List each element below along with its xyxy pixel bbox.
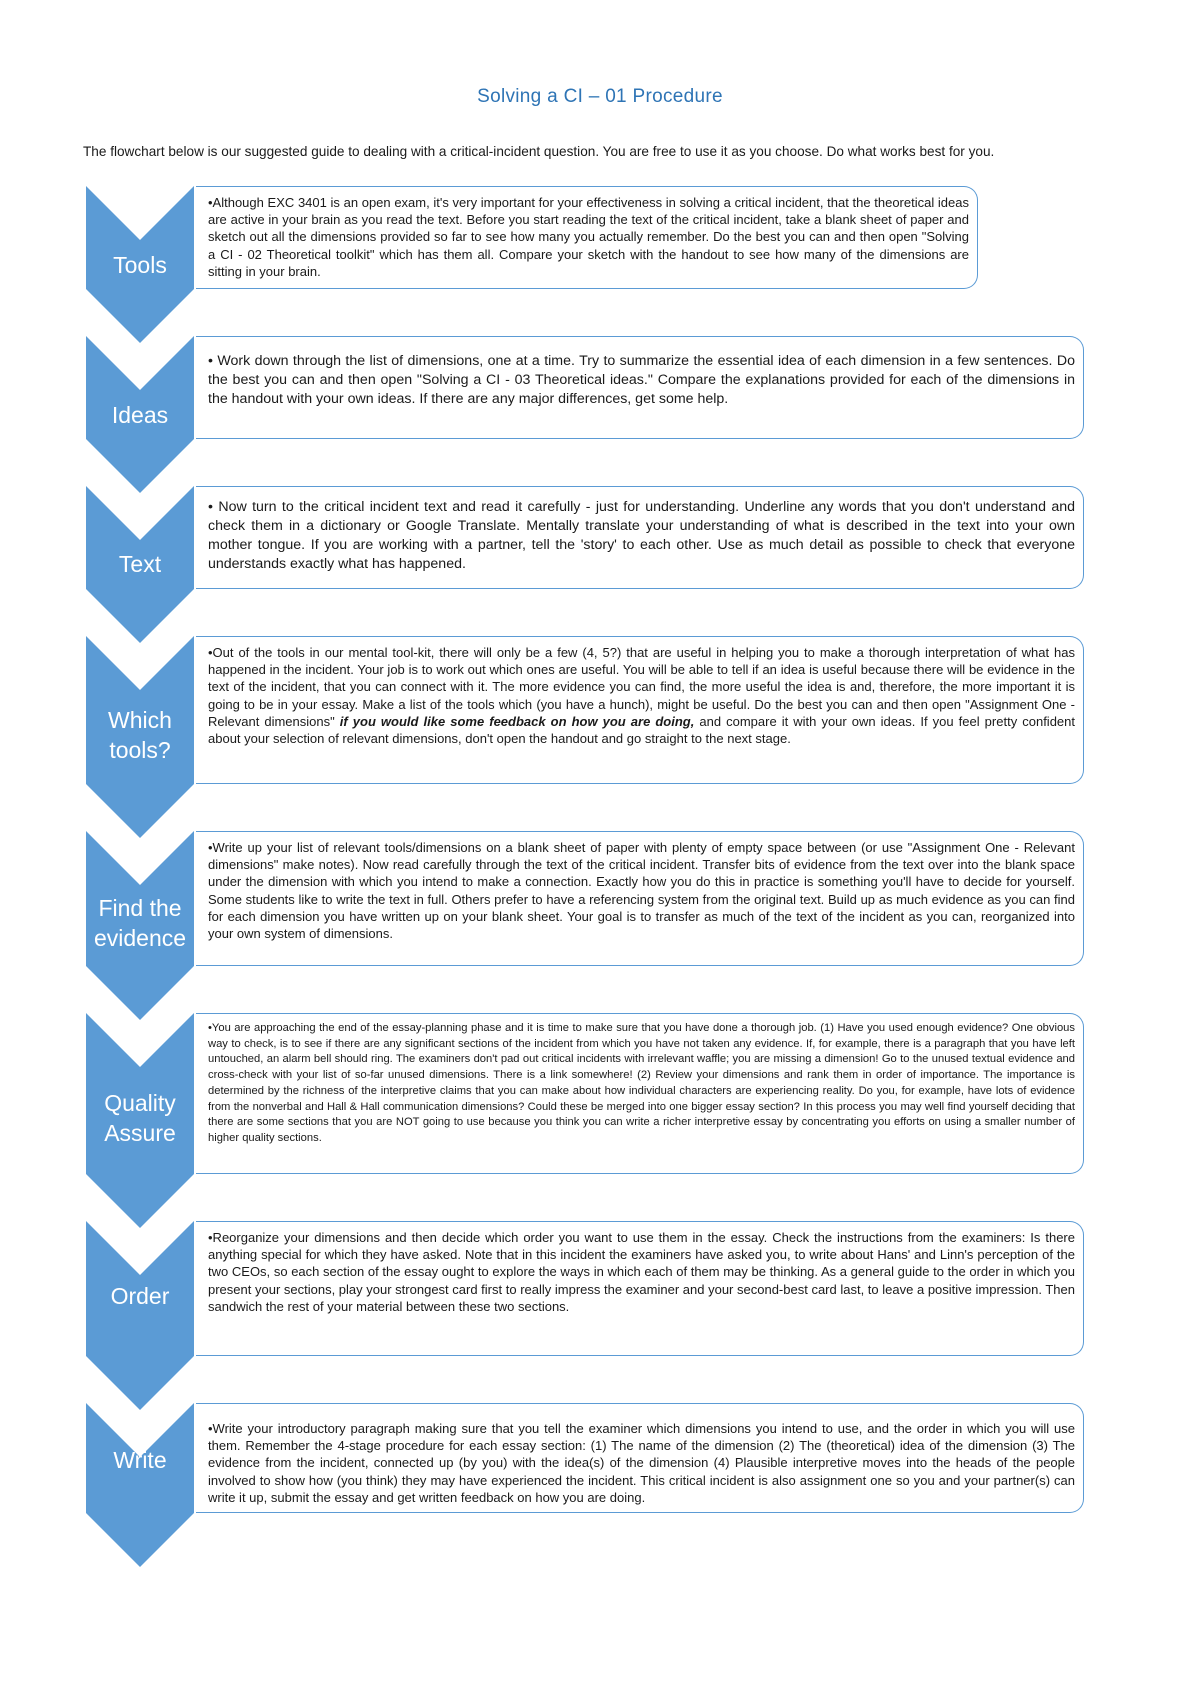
step-box-text bbox=[196, 486, 1084, 589]
step-box-tools bbox=[196, 186, 978, 289]
step-label-quality-assure: Quality Assure bbox=[104, 1090, 176, 1146]
step-box-quality-assure bbox=[196, 1013, 1084, 1174]
step-text-order: •Reorganize your dimensions and then decide which order you want to use them in the essay. Check the instructions from the examiners: Is there anything special for which they have asked. Note that in this incident the examiners have asked you, to write about Hans' and Linn's perception of the two CEOs, so each section of the essay ought to explore the ways in which each of them may be thinking. As a general guide to the order in which you present your sections, play your strongest card first to really impress the examiner and your second-best card last, to leave a positive impression. Then sandwich the rest of your material between these two sections. bbox=[208, 1230, 1075, 1314]
step-text-quality-assure: •You are approaching the end of the essay-planning phase and it is time to make sure that you have done a thorough job. (1) Have you used enough evidence? One obvious way to check, is to see if there are any significant sections of the incident from which you have not taken any evidence. If, for example, there is a paragraph that you have left untouched, an alarm bell should ring. The examiners don't pad out critical incidents with irrelevant waffle; you are missing a dimension! Go to the unused textual evidence and cross-check with your list of so-far unused dimensions. There is a link somewhere! (2) Review your dimensions and rank them in order of importance. The importance is determined by the richness of the interpretive claims that you can make about how individual characters are experiencing reality. Do you, for example, have lots of evidence from the nonverbal and Hall & Hall communication dimensions? Could these be merged into one bigger essay section? In this process you may well find yourself deciding that there are some sections that you are NOT going to use because you think you can write a richer interpretive essay by concentrating you efforts on using a smaller number of higher quality sections. bbox=[208, 1022, 1075, 1144]
step-text-write: •Write your introductory paragraph making sure that you tell the examiner which dimensions you intend to use, and the order in which you will use them. Remember the 4-stage procedure for each essay section: (1) The name of the dimension (2) The (theoretical) idea of the dimension (3) The evidence from the incident, connected up (by you) with the idea(s) of the dimension (4) Plausible interpretive moves into the heads of the people involved to show how (you think) they may have experienced the incident. This critical incident is also assignment one so you and your partner(s) can write it up, submit the essay and get written feedback on how you are doing. bbox=[208, 1421, 1075, 1505]
step-text-tools: •Although EXC 3401 is an open exam, it's very important for your effectiveness in solving a critical incident, that the theoretical ideas are active in your brain as you read the text. Before you start reading the text of the critical incident, take a blank sheet of paper and sketch out all the dimensions provided so far to see how many you actually remember. Do the best you can and then open "Solving a CI - 02 Theoretical toolkit" which has them all. Compare your sketch with the handout to see how many of the dimensions are sitting in your brain. bbox=[208, 195, 969, 279]
step-text-which-tools-end: and compare it with your own ideas. If you feel pretty confident about your selection of relevant dimensions, don't open the handout and go straight to the next stage. bbox=[208, 713, 1075, 747]
step-box-write bbox=[196, 1403, 1084, 1513]
step-label-tools: Tools bbox=[113, 252, 167, 278]
step-box-ideas bbox=[196, 336, 1084, 439]
chevron-8 bbox=[86, 1403, 194, 1567]
step-label-which-tools: Which tools? bbox=[108, 707, 172, 763]
step-text-text: • Now turn to the critical incident text and read it carefully - just for understanding. Underline any words that you don't understand and check them in a dictionary or Google Translate. Mentally translate your understanding of what is described in the text into your own mother tongue. If you are working with a partner, tell the 'story' to each other. Use as much detail as possible to check that everyone understands exactly what has happened. bbox=[208, 499, 1075, 572]
step-box-find-evidence bbox=[196, 831, 1084, 966]
chevron-7 bbox=[86, 1221, 194, 1410]
step-text-ideas: • Work down through the list of dimensions, one at a time. Try to summarize the essential idea of each dimension in a few sentences. Do the best you can and then open "Solving a CI - 03 Theoretical ideas." Compare the explanations provided for each of the dimensions in the handout with your own ideas. If there are any major differences, get some help. bbox=[208, 353, 1075, 407]
step-label-write: Write bbox=[113, 1447, 167, 1473]
step-text-which-tools-start: •Out of the tools in our mental tool-kit, there will only be a few (4, 5?) that are useful in helping you to make a thorough interpretation of what has happened in the incident. Your job is to work out which ones are useful. You will be able to tell if an idea is useful because there will be evidence in the text of the incident, that you can connect with it. The more evidence you can find, the more useful the idea is and, therefore, the more important it is going to be in your essay. Make a list of the tools which (you have a hunch), might be useful. Do the best you can and then open "Assignment One - Relevant dimensions" bbox=[208, 645, 1075, 729]
step-label-ideas: Ideas bbox=[111, 402, 169, 428]
intro-text: The flowchart below is our suggested guide to dealing with a critical-incident question. You are free to use it as you choose. Do what works best for you. bbox=[83, 144, 995, 159]
step-text-which-tools bbox=[208, 644, 1075, 747]
step-label-order: Order bbox=[110, 1283, 170, 1309]
page-title: Solving a CI – 01 Procedure bbox=[477, 86, 723, 107]
step-label-text: Text bbox=[118, 551, 162, 577]
step-box-order bbox=[196, 1221, 1084, 1356]
step-text-find-evidence: •Write up your list of relevant tools/dimensions on a blank sheet of paper with plenty of empty space between (or use "Assignment One - Relevant dimensions" make notes). Now read carefully through the text of the critical incident. Transfer bits of evidence from the text over into the blank space under the dimension with which you intend to make a connection. Exactly how you do this in practice is something you'll have to decide for yourself. Some students like to write the text in full. Others prefer to have a referencing system from the original text. Build up as much evidence as you can find for each dimension you have written up on your blank sheet. Your goal is to transfer as much of the text of the incident as you can, reorganized into your own system of dimensions. bbox=[208, 840, 1075, 942]
step-box-which-tools bbox=[196, 636, 1084, 784]
step-label-find-evidence: Find the evidence bbox=[93, 895, 187, 951]
step-text-which-tools-emphasis: if you would like some feedback on how you are doing, bbox=[339, 713, 695, 729]
